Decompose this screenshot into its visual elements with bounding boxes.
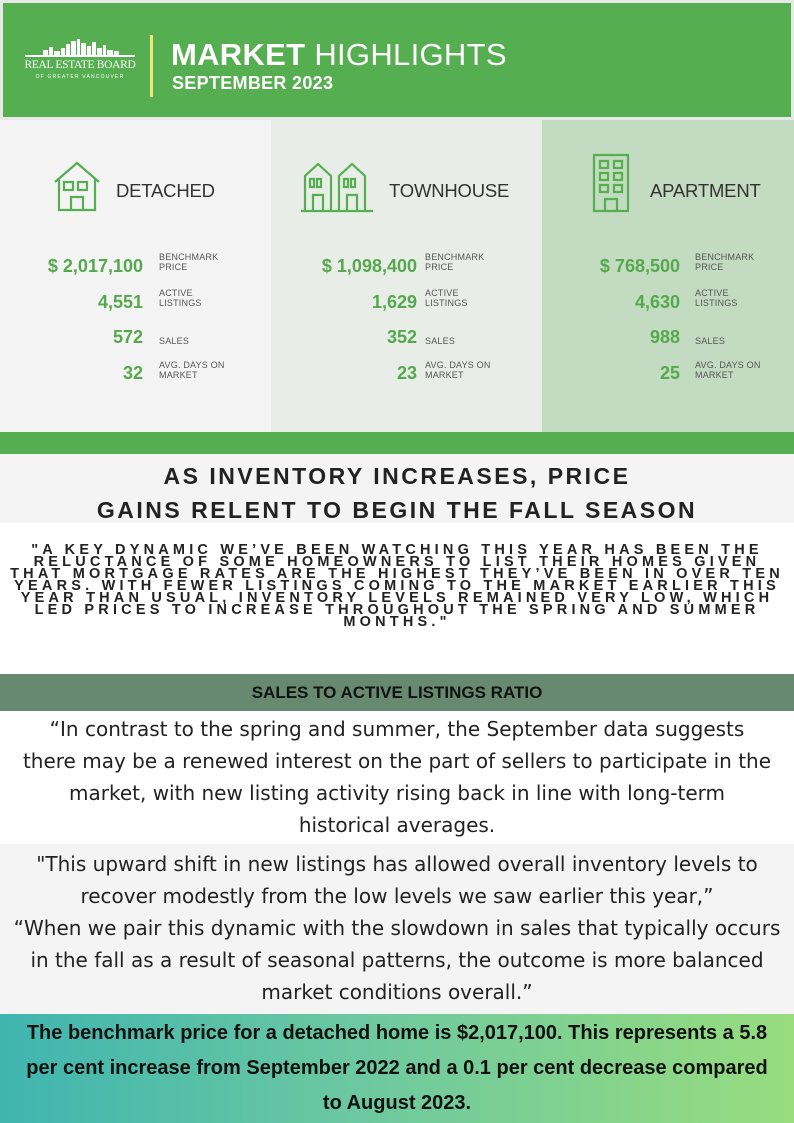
house-icon [52, 160, 102, 215]
property-columns [0, 120, 794, 432]
avg-days-label: AVG. DAYS ON MARKET [159, 360, 225, 380]
headline-line1: AS INVENTORY INCREASES, PRICE [163, 463, 631, 489]
column-apartment [542, 120, 794, 432]
active-listings-value: 1,629 [371, 292, 417, 312]
benchmark-price-label: BENCHMARK PRICE [695, 252, 755, 272]
logo-name: REAL ESTATE BOARD [24, 59, 136, 71]
sales-value: 352 [386, 327, 417, 347]
paragraph-inventory [0, 844, 794, 1014]
benchmark-price-value: $ 768,500 [599, 256, 680, 276]
paragraph-seller-interest: “In contrast to the spring and summer, the September data suggests there may be a renewed interest on the part of sellers to participate in the market, with new listing activity rising back in line with long-term historical averages. [0, 711, 794, 844]
section-title-ratio: SALES TO ACTIVE LISTINGS RATIO [0, 674, 794, 711]
active-listings-value: 4,630 [634, 292, 680, 312]
sales-label: SALES [695, 336, 726, 346]
pull-quote: "A KEY DYNAMIC WE’VE BEEN WATCHING THIS YEAR HAS BEEN THE RELUCTANCE OF SOME HOMEOWNERS TO LIST THEIR HOMES GIVEN THAT MORTGAGE RATES ARE THE HIGHEST THEY’VE BEEN IN OVER TEN YEARS. WITH FEWER LISTINGS COMING TO THE MARKET EARLIER THIS YEAR THAN USUAL, INVENTORY LEVELS REMAINED VERY LOW, WHICH LED PRICES TO INCREASE THROUGHOUT THE SPRING AND SUMMER MONTHS." [10, 542, 784, 630]
header-banner [0, 0, 794, 120]
title-light: HIGHLIGHTS [314, 37, 507, 72]
benchmark-summary: The benchmark price for a detached home is $2,017,100. This represents a 5.8 per cent increase from September 2022 and a 0.1 per cent decrease compared to August 2023. [0, 1014, 794, 1123]
benchmark-price-value: $ 2,017,100 [47, 256, 143, 276]
column-townhouse [271, 120, 542, 432]
logo-subname: OF GREATER VANCOUVER [35, 74, 125, 80]
title-bold: MARKET [171, 37, 306, 72]
headline [0, 459, 794, 527]
benchmark-price-value: $ 1,098,400 [321, 256, 417, 276]
green-divider-bar [0, 432, 794, 454]
property-label: DETACHED [116, 180, 215, 201]
paragraph-inventory-a: "This upward shift in new listings has allowed overall inventory levels to recover modestly from the low levels we saw earlier this year,” [36, 852, 758, 908]
avg-days-label: AVG. DAYS ON MARKET [695, 360, 761, 380]
apartment-building-icon [590, 152, 632, 214]
sales-label: SALES [425, 336, 456, 346]
avg-days-value: 25 [659, 363, 680, 383]
townhouse-icon [299, 160, 375, 215]
active-listings-value: 4,551 [97, 292, 143, 312]
header-divider [150, 35, 153, 97]
sales-value: 988 [649, 327, 680, 347]
sales-value: 572 [112, 327, 143, 347]
benchmark-price-label: BENCHMARK PRICE [425, 252, 485, 272]
city-skyline-icon [25, 39, 135, 59]
page-title [171, 37, 507, 73]
property-label: TOWNHOUSE [389, 180, 510, 201]
page-subtitle: SEPTEMBER 2023 [172, 73, 334, 93]
active-listings-label: ACTIVE LISTINGS [425, 288, 468, 308]
paragraph-inventory-b: “When we pair this dynamic with the slowdown in sales that typically occurs in the fall as a result of seasonal patterns, the outcome is more balanced market conditions overall.” [13, 916, 781, 1004]
active-listings-label: ACTIVE LISTINGS [159, 288, 202, 308]
sales-label: SALES [159, 336, 190, 346]
active-listings-label: ACTIVE LISTINGS [695, 288, 738, 308]
avg-days-value: 23 [396, 363, 417, 383]
benchmark-price-label: BENCHMARK PRICE [159, 252, 219, 272]
avg-days-label: AVG. DAYS ON MARKET [425, 360, 491, 380]
avg-days-value: 32 [122, 363, 143, 383]
board-logo [19, 39, 141, 89]
column-detached [0, 120, 271, 432]
property-label: APARTMENT [650, 180, 761, 201]
headline-line2: GAINS RELENT TO BEGIN THE FALL SEASON [96, 497, 698, 523]
